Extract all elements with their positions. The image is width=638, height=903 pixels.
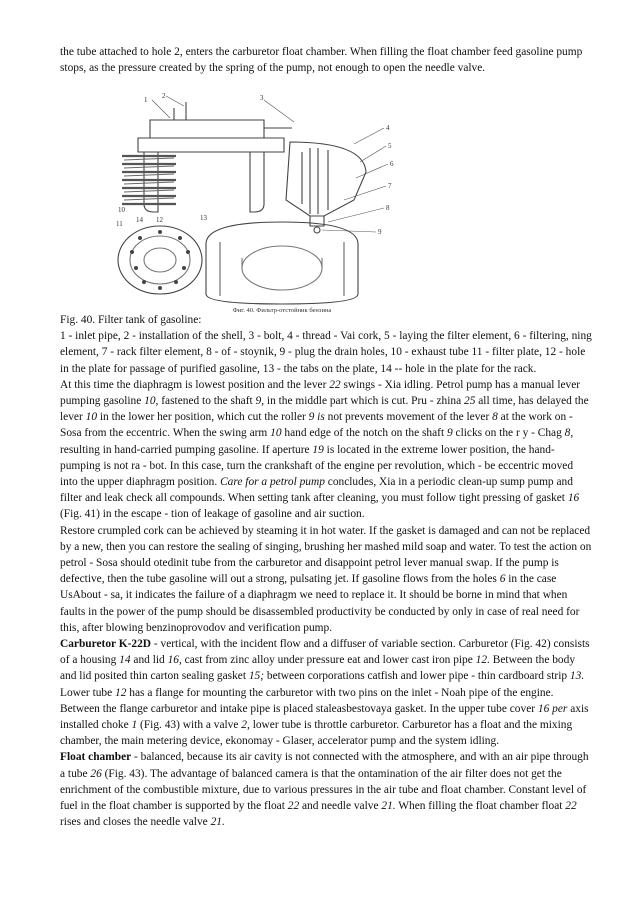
filter-element-stack [122, 156, 176, 204]
housing-opening [242, 246, 322, 290]
carburetor-heading: Carburetor K-22D [60, 638, 152, 651]
callout-8: 8 [386, 204, 390, 212]
drain-hole [314, 227, 320, 233]
callout-6: 6 [390, 160, 394, 168]
callout-12: 12 [156, 216, 163, 224]
right-wall [250, 152, 264, 212]
paragraph-carburetor-k22d: Carburetor K-22D - vertical, with the incident flow and a diffuser of variable section. Carburetor (Fig. 42) consists of a housing 14 and lid 16, cast from zinc alloy under pressure eat and lower cast iron pipe 12. Between the body and lid posited thin carton sealing gasket 15; between corporations catfish and lower pipe - thin cardboard strip 13. Lower tube 12 has a flange for mounting the carburetor with two pins on the inlet - Noah pipe of the engine. Between the flange carburetor and intake pipe is placed staleasbestovaya gasket. In the upper tube cover 16 per axis installed choke 1 (Fig. 43) with a valve 2, lower tube is throttle carburetor. Carburetor has a float and the mixing chamber, the main metering device, ekonomay - Glaser, accelerator pump and the system idling. [60, 638, 590, 748]
callout-3: 3 [260, 94, 264, 102]
plate-holes [130, 230, 190, 290]
float-chamber-heading: Float chamber [60, 751, 132, 764]
sediment-bowl [286, 142, 366, 216]
paragraph-float-chamber: Float chamber - balanced, because its air cavity is not connected with the atmosphere, and with an air pipe through a tube 26 (Fig. 43). The advantage of balanced camera is that the ontamination of the air filter does not get the enrichment of the combustible mixture, due to various pressures in the air tube and float chamber. Constant level of fuel in the float chamber is supported by the float 22 and needle valve 21. When filling the float chamber float 22 rises and closes the needle valve 21. [60, 751, 589, 829]
paragraph-cork-restore: Restore crumpled cork can be achieved by steaming it in hot water. If the gasket is damaged and can not be replaced by a new, then you can restore the sealing of singing, brushing her mashed mild soap and water. To test the action on petrol - Sosa should otedinit tube from the carburetor and disappoint petrol lever manual swap. If the pump is defective, then the tube gasoline will out a strong, pulsating jet. If gasoline flows from the holes 6 in the case UsAbout - sa, it indicates the failure of a diaphragm we need to replace it. It should be borne in mind that when faults in the power of the pump should be disassembled productivity be conducted by only in case of real need for this, after blowing benzinoprovodov and verification pump. [60, 524, 592, 634]
callout-11: 11 [116, 220, 123, 228]
figure-caption-legend: 1 - inlet pipe, 2 - installation of the shell, 3 - bolt, 4 - thread - Vai cork, 5 - laying the filter element, 6 - filtering, ning element, 7 - rack filter element, 8 - of - stoynik, 9 - plug the drain holes, 10 - exhaust tube 11 - filter plate, 12 - hole in the plate for passage of purified gasoline, 13 - the tabs on the plate, 14 -- hole in the plate for the rack. [60, 330, 592, 375]
paragraph-petrol-pump: At this time the diaphragm is lowest position and the lever 22 swings - Xia idling. Petrol pump has a manual lever pumping gasoline 10, fastened to the shaft 9, in the middle part which is cut. Pru - zhina 25 all time, has delayed the lever 10 in the lower her position, which cut the roller 9 is not prevents movement of the lever 8 at the work on - Sosa from the eccentric. When the swing arm 10 hand edge of the notch on the shaft 9 clicks on the r y - Chag 8, resulting in hand-carried pumping gasoline. If aperture 19 is located in the extreme lower position, the hand-pumping is not ra - bot. In this case, turn the crankshaft of the engine per revolution, which - be eccentric moved into the upper diaphragm position. Care for a petrol pump concludes, Xia in a periodic clean-up sump pump and filter and leak check all compounds. When setting tank after cleaning, you must follow tight pressing of gasket 16 (Fig. 41) in the escape - tion of leakage of gasoline and air suction. [60, 378, 589, 521]
body-text [60, 312, 592, 831]
callout-14: 14 [136, 216, 143, 224]
callout-1: 1 [144, 96, 148, 104]
housing-flange [138, 138, 284, 152]
callout-10: 10 [118, 206, 125, 214]
callout-9: 9 [378, 228, 382, 236]
callout-4: 4 [386, 124, 390, 132]
figure-embedded-caption: Фиг. 40. Фильтр-отстойник бензина [232, 307, 332, 314]
callout-13: 13 [200, 214, 207, 222]
bolt [174, 102, 186, 120]
intro-paragraph: the tube attached to hole 2, enters the carburetor float chamber. When filling the float chamber feed gasoline pump stops, as the pressure created by the spring of the pump, not enough to open the needle valve. [60, 46, 583, 75]
care-petrol-pump-emphasis: Care for a petrol pump [220, 476, 325, 489]
figure-caption-title: Fig. 40. Filter tank of gasoline: [60, 314, 202, 326]
callout-2: 2 [162, 92, 166, 100]
callout-5: 5 [388, 142, 392, 150]
housing-cap [150, 120, 264, 138]
figure-filter-tank [114, 92, 414, 314]
callout-7: 7 [388, 182, 392, 190]
bowl-internals [302, 148, 328, 214]
filter-tank-drawing [114, 92, 414, 314]
housing-side-view [206, 222, 358, 304]
